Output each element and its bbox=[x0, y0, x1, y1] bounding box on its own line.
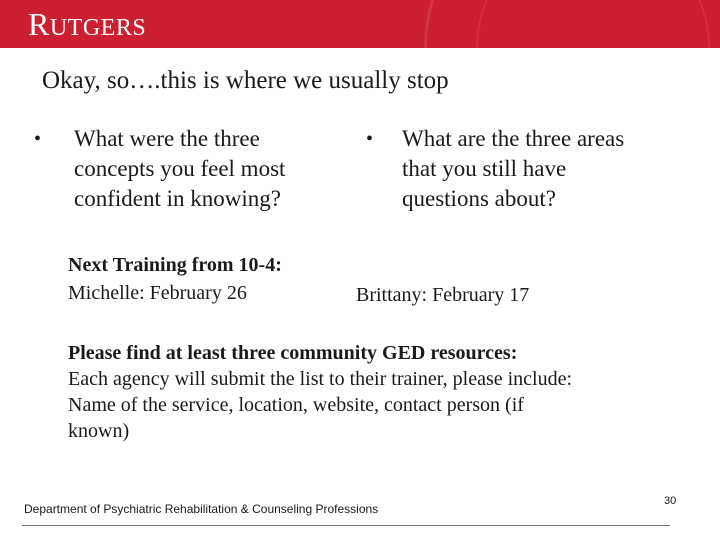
right-bullet bbox=[362, 124, 692, 214]
right-bullet-text: What are the three areas that you still have questions about? bbox=[402, 126, 625, 211]
next-training-heading: Next Training from 10-4: bbox=[68, 254, 282, 276]
seal-watermark-inner bbox=[476, 0, 710, 48]
slide-title: Okay, so….this is where we usually stop bbox=[42, 67, 449, 94]
bullet-marker: • bbox=[34, 128, 42, 150]
footer-department: Department of Psychiatric Rehabilitation & Counseling Professions bbox=[24, 502, 379, 516]
page-number: 30 bbox=[664, 495, 677, 507]
left-bullet bbox=[30, 124, 340, 214]
michelle-date: Michelle: February 26 bbox=[68, 282, 247, 304]
resources-heading: Please find at least three community GED resources: bbox=[68, 342, 518, 364]
resources-line: Name of the service, location, website, contact person (if bbox=[68, 394, 524, 416]
resources-line: known) bbox=[68, 420, 130, 442]
brittany-date: Brittany: February 17 bbox=[356, 284, 530, 306]
header-banner bbox=[0, 0, 720, 48]
left-bullet-text: What were the three concepts you feel most confident in knowing? bbox=[74, 126, 286, 211]
resources-line: Each agency will submit the list to their trainer, please include: bbox=[68, 368, 573, 390]
footer-divider bbox=[22, 525, 670, 526]
rutgers-logo: RUTGERS bbox=[28, 6, 147, 42]
bullet-marker: • bbox=[366, 128, 374, 150]
resources-block bbox=[68, 340, 668, 444]
